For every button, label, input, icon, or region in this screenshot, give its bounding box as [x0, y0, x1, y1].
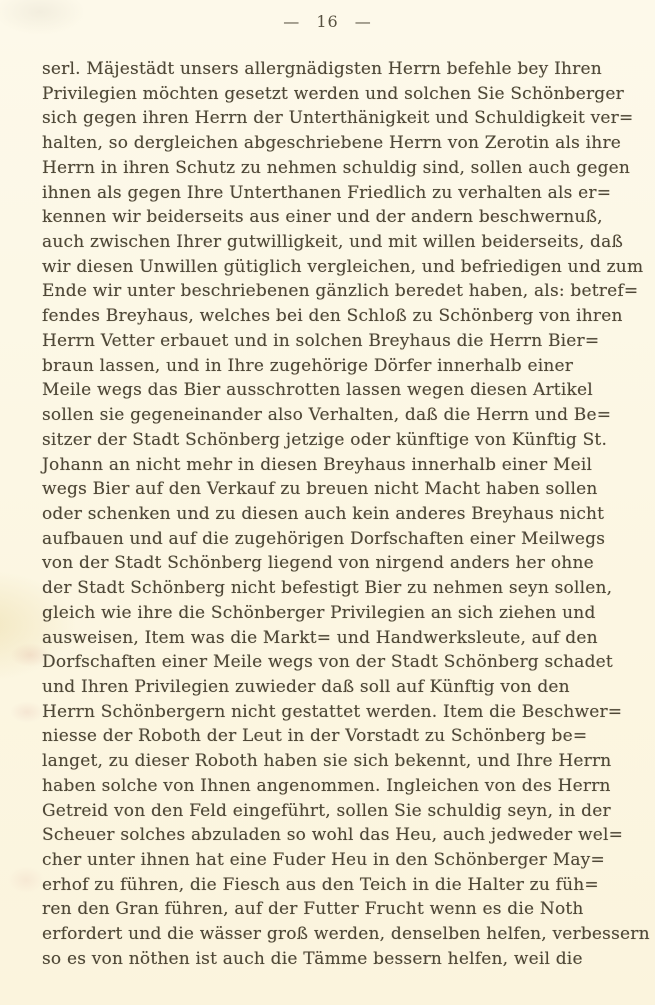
text-line: wegs Bier auf den Verkauf zu breuen nicht Macht haben sollen — [42, 479, 598, 500]
page-number: — 16 — — [283, 12, 372, 31]
text-line: cher unter ihnen hat eine Fuder Heu in den Schönberger May= — [42, 850, 605, 870]
text-line: haben solche von Ihnen angenommen. Ingleichen von des Herrn — [42, 775, 611, 796]
text-line: Scheuer solches abzuladen so wohl das Heu, auch jedweder wel= — [42, 825, 624, 846]
text-line: Herrn Vetter erbauet und in solchen Breyhaus die Herrn Bier= — [42, 330, 600, 351]
text-line: ausweisen, Item was die Markt= und Handwerksleute, auf den — [42, 627, 598, 648]
text-line: Getreid von den Feld eingeführt, sollen Sie schuldig seyn, in der — [42, 800, 611, 821]
text-line: auch zwischen Ihrer gutwilligkeit, und mit willen beiderseits, daß — [42, 232, 624, 253]
text-line: Johann an nicht mehr in diesen Breyhaus innerhalb einer Meil — [42, 454, 593, 475]
text-line: Dorfschaften einer Meile wegs von der Stadt Schönberg schadet — [42, 652, 613, 673]
text-line: braun lassen, und in Ihre zugehörige Dörfer innerhalb einer — [42, 355, 574, 376]
text-line: Herrn in ihren Schutz zu nehmen schuldig sind, sollen auch gegen — [42, 157, 631, 178]
text-line: sollen sie gegeneinander also Verhalten, daß die Herrn und Be= — [42, 405, 612, 426]
text-line: serl. Mäjestädt unsers allergnädigsten Herrn befehle bey Ihren — [42, 59, 602, 79]
text-line: und Ihren Privilegien zuwieder daß soll auf Künftig von den — [42, 676, 570, 697]
text-line: Ende wir unter beschriebenen gänzlich beredet haben, als: betref= — [42, 281, 639, 302]
text-line: sich gegen ihren Herrn der Unterthänigkeit und Schuldigkeit ver= — [42, 108, 634, 129]
text-line: Herrn Schönbergern nicht gestattet werden. Item die Beschwer= — [42, 701, 623, 722]
page-text — [42, 57, 650, 972]
text-line: gleich wie ihre die Schönberger Privilegien an sich ziehen und — [42, 602, 596, 623]
text-line: ren den Gran führen, auf der Futter Frucht wenn es die Noth — [42, 899, 584, 920]
text-line: ihnen als gegen Ihre Unterthanen Friedlich zu verhalten als er= — [42, 182, 612, 203]
text-line: sitzer der Stadt Schönberg jetzige oder künftige von Künftig St. — [42, 429, 608, 450]
text-line: langet, zu dieser Roboth haben sie sich bekennt, und Ihre Herrn — [42, 751, 612, 772]
text-line: von der Stadt Schönberg liegend von nirgend anders her ohne — [42, 553, 594, 574]
text-line: Privilegien möchten gesetzt werden und solchen Sie Schönberger — [42, 83, 624, 104]
text-line: niesse der Roboth der Leut in der Vorstadt zu Schönberg be= — [42, 726, 588, 747]
text-line: halten, so dergleichen abgeschriebene Herrn von Zerotin als ihre — [42, 133, 622, 154]
text-line: so es von nöthen ist auch die Tämme bessern helfen, weil die — [42, 948, 583, 969]
text-line: kennen wir beiderseits aus einer und der andern beschwernuß, — [42, 207, 603, 228]
text-line: der Stadt Schönberg nicht befestigt Bier zu nehmen seyn sollen, — [42, 578, 613, 599]
text-line: oder schenken und zu diesen auch kein anderes Breyhaus nicht — [42, 503, 605, 524]
text-line: fendes Breyhaus, welches bei den Schloß zu Schönberg von ihren — [42, 306, 623, 327]
text-line: erhof zu führen, die Fiesch aus den Teich in die Halter zu füh= — [42, 874, 599, 895]
text-line: aufbauen und auf die zugehörigen Dorfschaften einer Meilwegs — [42, 528, 606, 549]
text-line: erfordert und die wässer groß werden, denselben helfen, verbessern — [42, 924, 650, 945]
text-line: Meile wegs das Bier ausschrotten lassen wegen diesen Artikel — [42, 380, 593, 401]
text-line: wir diesen Unwillen gütiglich vergleichen, und befriedigen und zum — [42, 256, 644, 277]
